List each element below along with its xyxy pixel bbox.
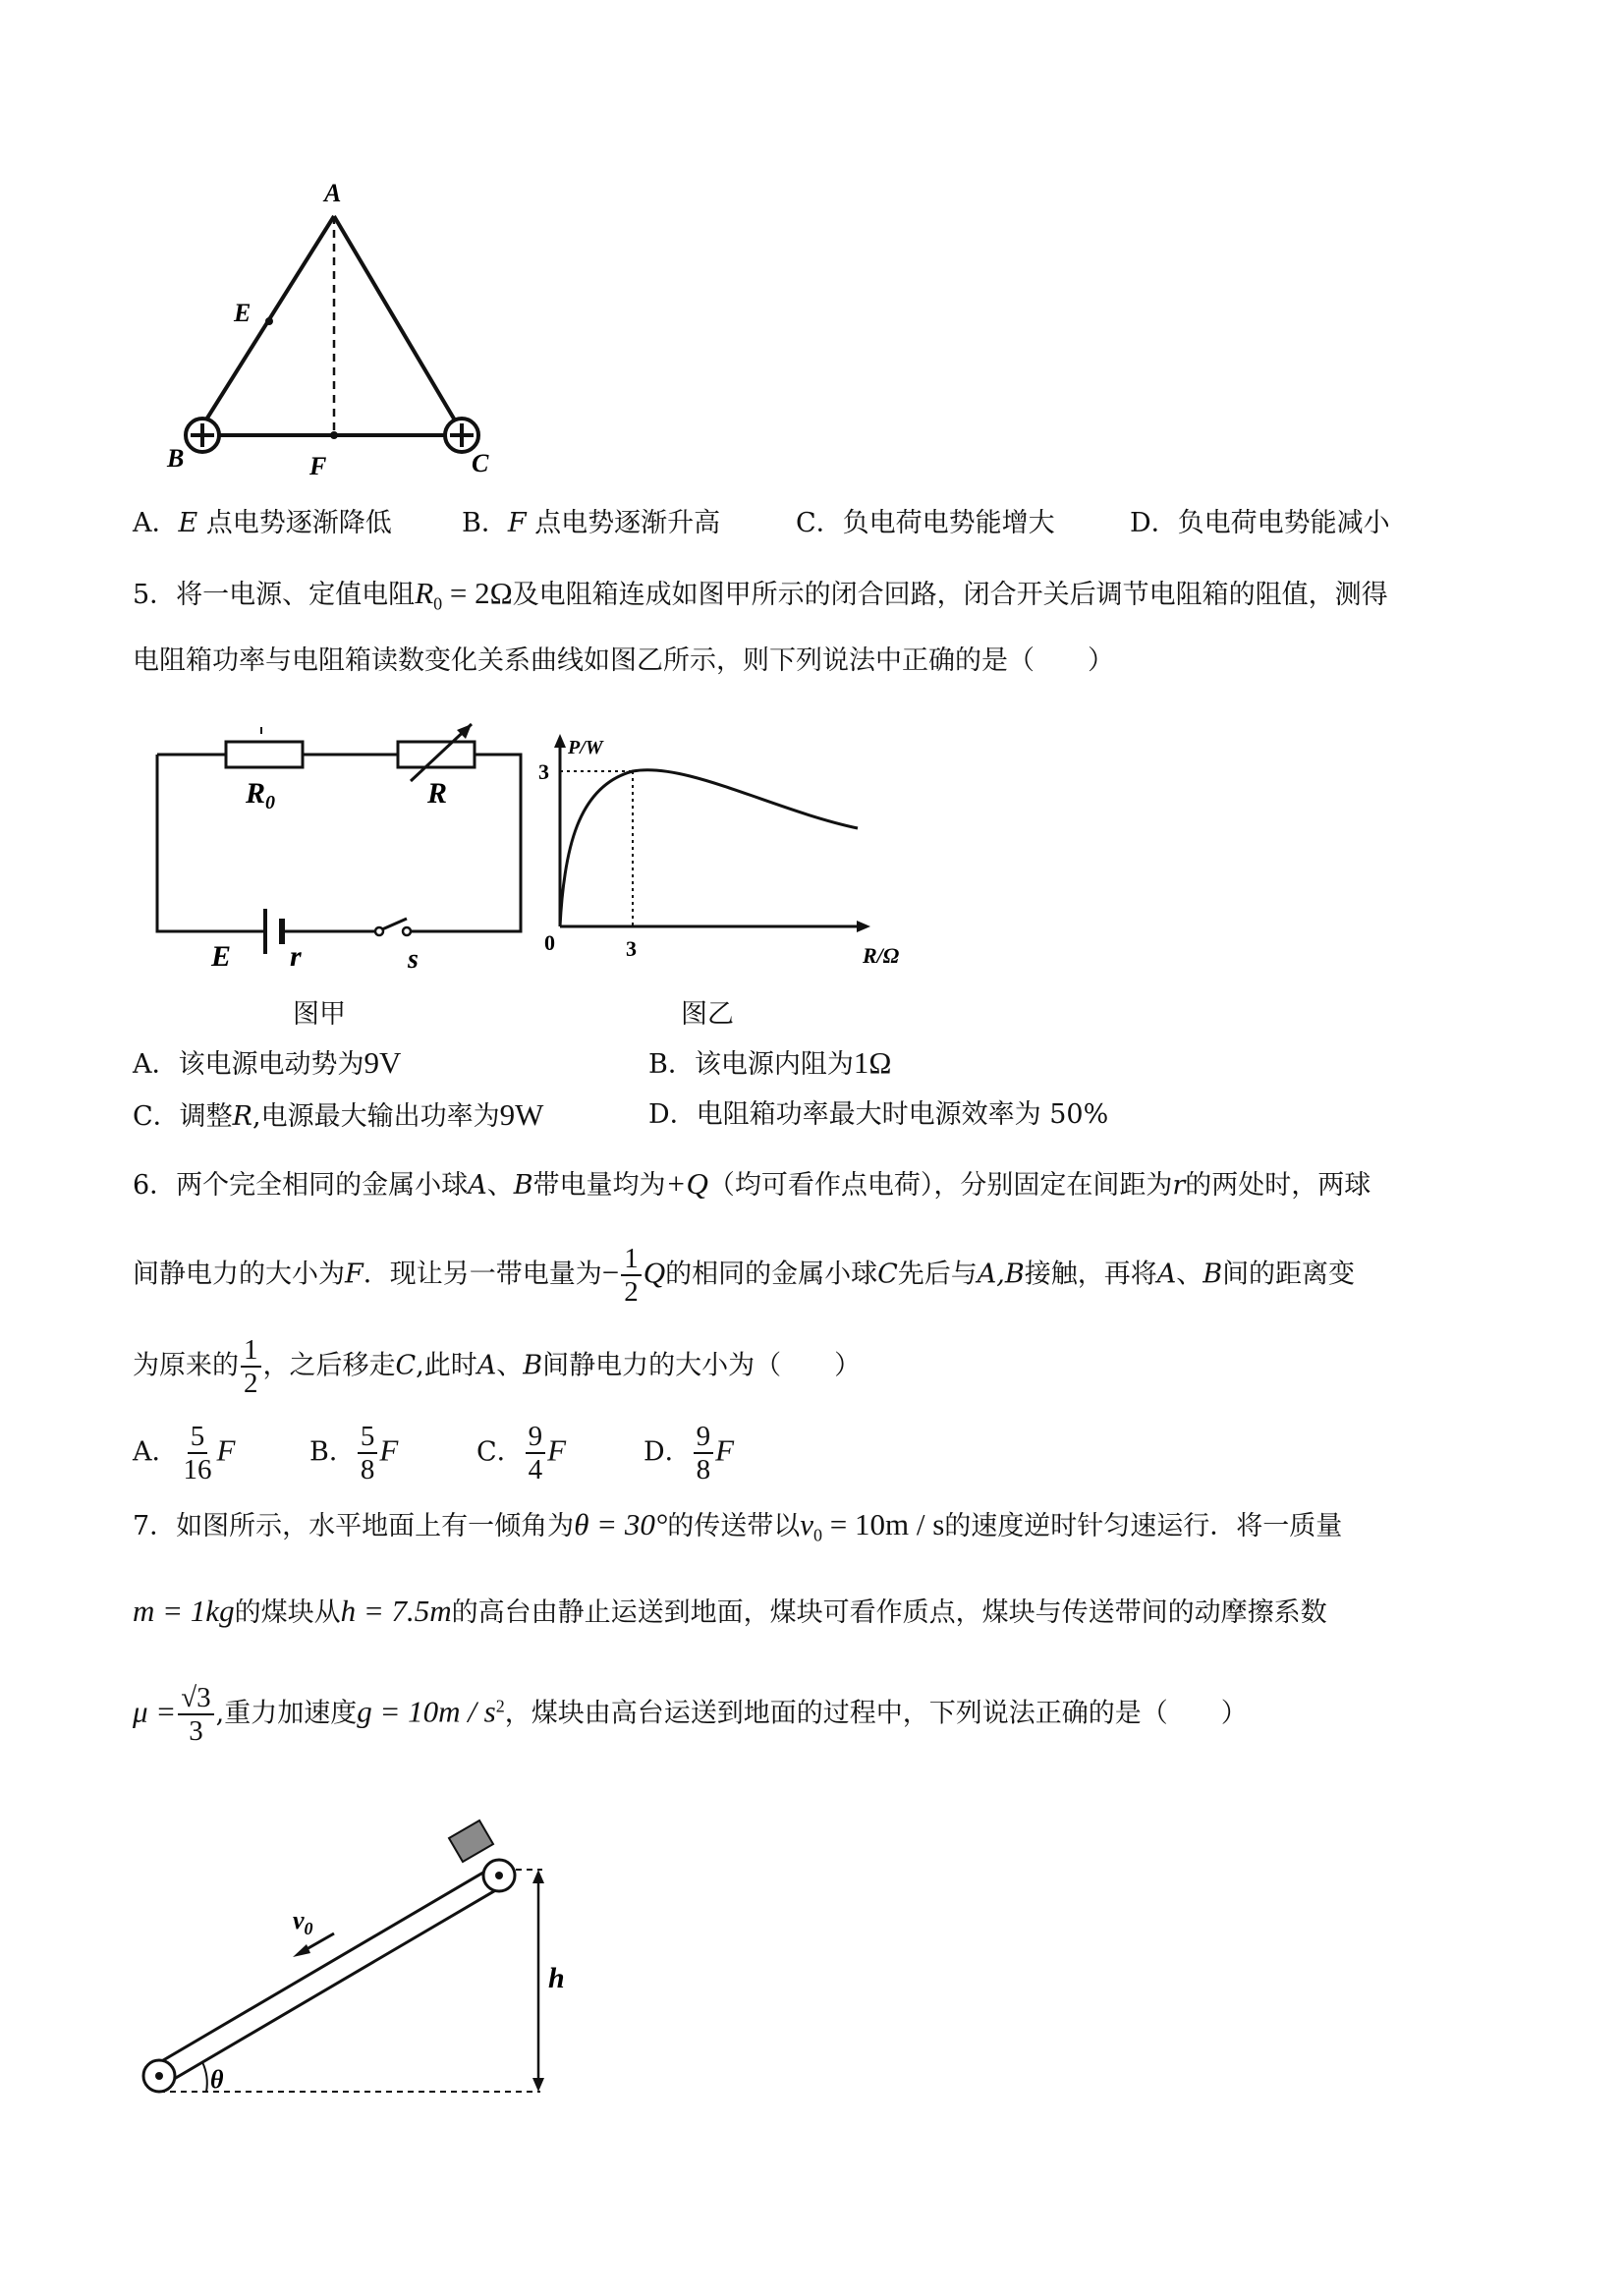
q5-option-c-text: ,电源最大输出功率为	[252, 1101, 500, 1132]
circuit-r0-label: $R_0$	[246, 777, 276, 813]
label-c: C	[472, 449, 489, 477]
power-curve	[560, 770, 858, 926]
power-graph	[538, 732, 922, 978]
q5-l1-post: 及电阻箱连成如图甲所示的闭合回路，闭合开关后调节电阻箱的阻值，测得	[512, 580, 1388, 610]
circuit-r-internal-label: r	[290, 940, 302, 973]
q6-line-1: 6．两个完全相同的金属小球A、B带电量均为+Q（均可看作点电荷），分别固定在间距为r的两处时，两球	[133, 1166, 1371, 1201]
q4-option-b-prefix: B．	[462, 508, 508, 538]
q6-fraction-half: $\frac{1}{2}$	[621, 1243, 642, 1308]
q6-line-2: 间静电力的大小为F．现让另一带电量为− $\frac{1}{2}$ Q的相同的金属小球C先后与A,B接触，再将A、B间的距离变	[133, 1243, 1356, 1308]
graph-x-tick: 3	[626, 936, 637, 961]
q5-option-a[interactable]	[133, 1043, 401, 1085]
q7-line-1: 7．如图所示，水平地面上有一倾角为θ = 30°的传送带以$v_0 = 10m / s$的速度逆时针匀速运行．将一质量	[133, 1507, 1343, 1545]
theta-label: θ	[210, 2065, 224, 2094]
q7-line-2: m = 1kg的煤块从h = 7.5m的高台由静止运送到地面，煤块可看作质点，煤块与传送带间的动摩擦系数	[133, 1594, 1327, 1628]
circuit-r-label: R	[427, 777, 448, 810]
label-f: F	[309, 452, 327, 480]
point-f-dot	[330, 431, 338, 439]
v0-label: $v_0$	[293, 1906, 313, 1938]
q5-option-b-text: B．该电源内阻为	[648, 1049, 854, 1080]
q4-option-c[interactable]: C．负电荷电势能增大	[796, 508, 1055, 538]
q4-option-a-text: 点电势逐渐降低	[197, 508, 392, 538]
resistor-r0-icon	[226, 742, 303, 767]
side-ab	[196, 216, 334, 435]
label-b: B	[167, 444, 185, 473]
coal-block-icon	[449, 1820, 493, 1862]
q5-l1-r0-sub: 0	[433, 593, 443, 614]
q4-option-d[interactable]: D．负电荷电势能减小	[1130, 508, 1390, 538]
label-a: A	[324, 179, 342, 207]
battery-icon	[265, 909, 282, 954]
q5-option-c[interactable]	[133, 1095, 543, 1137]
q4-option-b-text: 点电势逐渐升高	[526, 508, 721, 538]
q6-line-3: 为原来的 $\frac{1}{2}$ ，之后移走C,此时A、B间静电力的大小为（ ）	[133, 1334, 862, 1399]
q7-fraction-mu: $\frac{√3}{3}$	[178, 1682, 213, 1747]
variable-resistor-icon	[398, 742, 475, 767]
side-ac	[334, 216, 464, 435]
graph-origin: 0	[544, 930, 555, 955]
q6-option-a[interactable]: A． $\frac{5}{16}$ F	[133, 1421, 236, 1485]
label-e: E	[234, 299, 252, 327]
q5-l1-eq: = 2Ω	[442, 576, 513, 610]
q5-option-c-prefix: C．调整	[133, 1101, 233, 1132]
charge-b-plus-icon	[186, 419, 219, 452]
q4-option-b[interactable]	[462, 504, 720, 543]
caption-fig-yi: 图乙	[681, 999, 734, 1030]
q5-l1-pre: 5．将一电源、定值电阻	[133, 580, 416, 610]
circuit-e-label: E	[211, 940, 232, 973]
q5-option-a-text: A．该电源电动势为	[133, 1049, 364, 1080]
q6-fraction-half-2: $\frac{1}{2}$	[241, 1334, 261, 1399]
pulley-bottom-icon	[143, 2060, 175, 2092]
q5-option-c-value: 9W	[499, 1097, 544, 1132]
point-e-dot	[265, 317, 273, 325]
q7-line-3: μ = $\frac{√3}{3}$ ,重力加速度$g = 10m / s^2$，煤块由高台运送到地面的过程中，下列说法正确的是（ ）	[133, 1682, 1248, 1747]
charge-c-plus-icon	[445, 419, 478, 452]
q5-l1-r0: R	[415, 576, 434, 610]
q6-option-d[interactable]: D． $\frac{9}{8}$ F	[644, 1421, 735, 1485]
conveyor-figure	[138, 1813, 580, 2117]
triangle-figure	[147, 172, 521, 486]
q6-option-c[interactable]: C． $\frac{9}{4}$ F	[476, 1421, 567, 1485]
graph-y-tick: 3	[538, 759, 549, 784]
q4-option-a-prefix: A．	[133, 508, 179, 538]
q5-option-b-value: 1Ω	[853, 1045, 892, 1080]
q4-option-a[interactable]	[133, 504, 392, 543]
q4-option-a-var: E	[178, 508, 198, 538]
circuit-s-label: s	[408, 944, 419, 975]
q4-option-b-var: F	[507, 508, 527, 538]
switch-icon	[375, 919, 411, 935]
pulley-top-icon	[483, 1860, 515, 1891]
q5-line-2: 电阻箱功率与电阻箱读数变化关系曲线如图乙所示，则下列说法中正确的是（ ）	[133, 645, 1114, 676]
circuit-figure	[147, 722, 531, 978]
q5-option-c-var: R	[232, 1101, 253, 1132]
h-label: h	[548, 1962, 565, 1994]
q5-option-a-value: 9V	[364, 1045, 402, 1080]
caption-fig-jia: 图甲	[293, 999, 346, 1030]
q5-option-b[interactable]	[648, 1043, 891, 1085]
graph-x-label: R/Ω	[863, 943, 900, 968]
q5-line-1	[133, 574, 1388, 623]
q6-option-b[interactable]: B． $\frac{5}{8}$ F	[309, 1421, 399, 1485]
q5-option-d[interactable]: D．电阻箱功率最大时电源效率为 50%	[648, 1099, 1109, 1130]
graph-y-label: P/W	[568, 737, 603, 758]
